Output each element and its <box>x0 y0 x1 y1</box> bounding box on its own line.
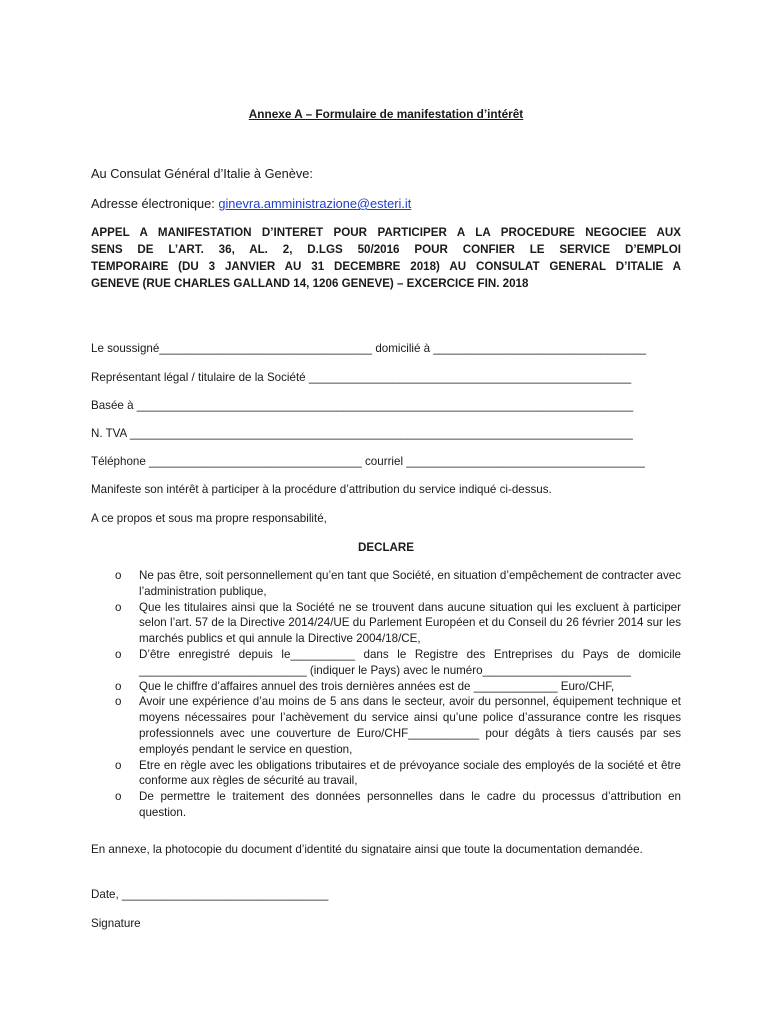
list-item-text: Ne pas être, soit personnellement qu’en tant que Société, en situation d’empêchement de contracter avec l’administration publique, <box>139 569 682 598</box>
list-item-text: Etre en règle avec les obligations tributaires et de prévoyance sociale des employés de la société et être conforme aux règles de sécurité au travail, <box>139 758 681 788</box>
email-label: Adresse électronique: <box>91 196 219 211</box>
bullet-icon: o <box>115 647 122 661</box>
list-item <box>91 694 681 757</box>
consulat-line: Au Consulat Général d’Italie à Genève: <box>91 166 313 181</box>
tva-field: N. TVA ______________________________________________________________________________ <box>91 427 633 440</box>
document-page <box>91 0 681 1024</box>
list-item <box>91 647 681 679</box>
list-item-text: Que les titulaires ainsi que la Société ne se trouvent dans aucune situation qui les excluent à participer selon l’art. 57 de la Directive 2014/24/UE du Parlement Européen et du Conseil du 26 février 2014 sur les marchés publics et qui annule la Directive 2004/18/CE, <box>139 600 681 646</box>
declare-heading: DECLARE <box>357 541 415 554</box>
declaration-list <box>91 568 681 821</box>
manifeste-text: Manifeste son intérêt à participer à la procédure d’attribution du service indiqué ci-dessus. <box>91 483 552 496</box>
appel-line: APPEL A MANIFESTATION D’INTERET POUR PARTICIPER A LA PROCEDURE NEGOCIEE AUX <box>91 226 681 239</box>
propos-text: A ce propos et sous ma propre responsabilité, <box>91 512 327 525</box>
email-link[interactable]: ginevra.amministrazione@esteri.it <box>218 196 412 211</box>
page-title: Annexe A – Formulaire de manifestation d’intérêt <box>248 107 524 121</box>
email-line <box>91 196 681 212</box>
bullet-icon: o <box>115 758 122 772</box>
list-item <box>91 789 681 821</box>
bullet-icon: o <box>115 679 122 693</box>
signature-label: Signature <box>91 917 141 930</box>
list-item-text: Que le chiffre d’affaires annuel des trois dernières années est de _____________ Euro/CHF, <box>139 679 615 693</box>
telephone-courriel-field: Téléphone _________________________________ courriel _____________________________________ <box>91 455 645 468</box>
list-item <box>91 758 681 790</box>
appel-line: GENEVE (RUE CHARLES GALLAND 14, 1206 GENEVE) – EXCERCICE FIN. 2018 <box>91 277 529 290</box>
list-item-text: Avoir une expérience d’au moins de 5 ans dans le secteur, avoir du personnel, équipement technique et moyens nécessaires pour l’achèvement du service ainsi qu’une police d’assurance contre les risques professionnels avec une couverture de Euro/CHF___________ pour dégâts à tiers causés par ses employés pendant le service en question, <box>139 695 681 756</box>
list-item <box>91 600 681 647</box>
appel-line: TEMPORAIRE (DU 3 JANVIER AU 31 DECEMBRE 2018) AU CONSULAT GENERAL D’ITALIE A <box>91 260 681 273</box>
bullet-icon: o <box>115 790 122 804</box>
bullet-icon: o <box>115 569 122 582</box>
soussigne-field: Le soussigné_________________________________ domicilié à _________________________________ <box>91 342 647 355</box>
appel-heading <box>91 224 681 292</box>
bullet-icon: o <box>115 600 122 614</box>
basee-field: Basée à _____________________________________________________________________________ <box>91 399 634 412</box>
list-item-text: De permettre le traitement des données personnelles dans le cadre du processus d’attribution en question. <box>139 790 681 819</box>
representant-field: Représentant légal / titulaire de la Société __________________________________________________ <box>91 371 632 384</box>
date-field: Date, ________________________________ <box>91 888 329 901</box>
appel-line: SENS DE L’ART. 36, AL. 2, D.LGS 50/2016 POUR CONFIER LE SERVICE D’EMPLOI <box>91 243 681 256</box>
bullet-icon: o <box>115 695 122 709</box>
list-item <box>91 568 681 600</box>
annexe-text: En annexe, la photocopie du document d’identité du signataire ainsi que toute la documentation demandée. <box>91 843 643 856</box>
list-item <box>91 679 681 695</box>
list-item-text: D’être enregistré depuis le__________ dans le Registre des Entreprises du Pays de domicile __________________________ (indiquer le Pays) avec le numéro_______________________ <box>139 647 681 677</box>
